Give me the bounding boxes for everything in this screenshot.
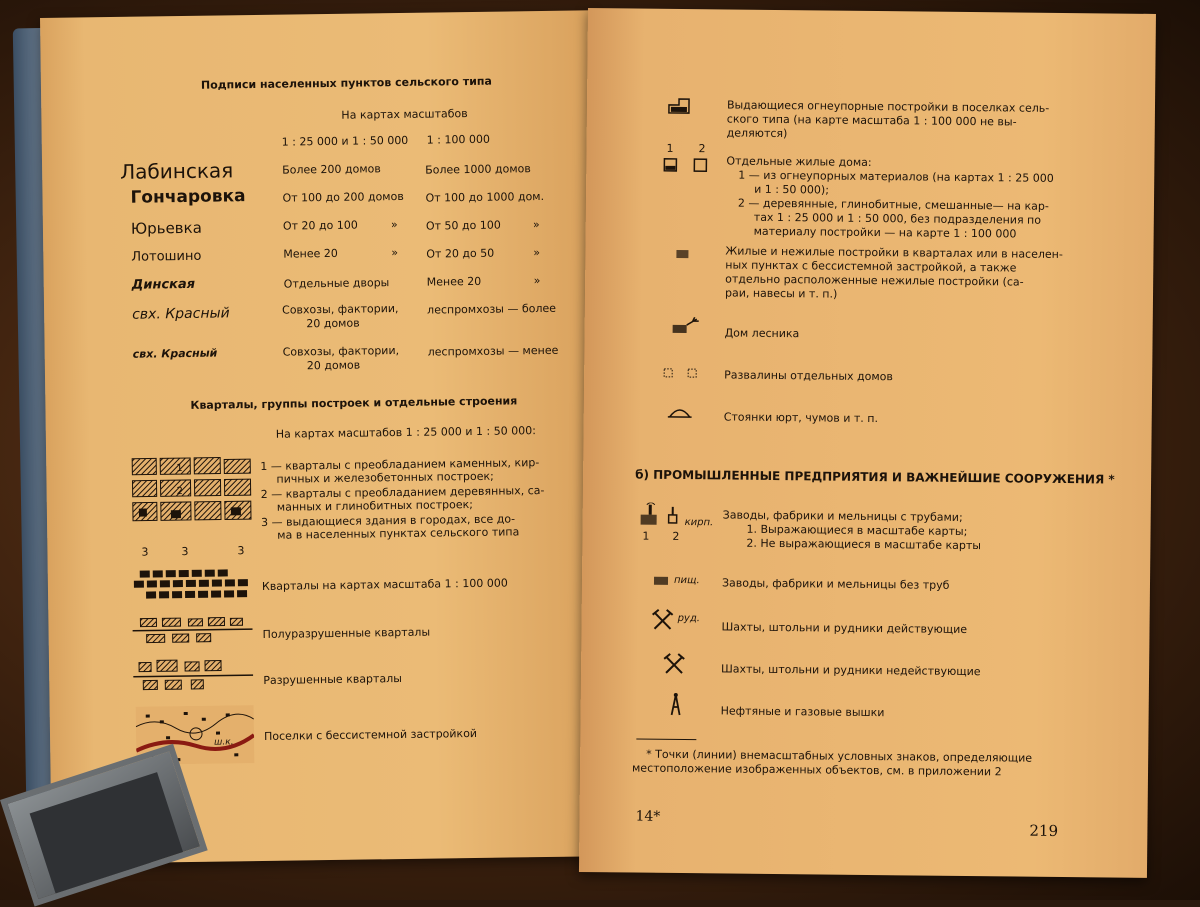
ditto-mark: » — [533, 219, 540, 232]
footnote-text: местоположение изображенных объектов, см. в приложении 2 — [632, 763, 1002, 780]
section-b-title: б) ПРОМЫШЛЕННЫЕ ПРЕДПРИЯТИЯ И ВАЖНЕЙШИЕ СООРУЖЕНИЯ * — [635, 469, 1115, 488]
para-text: материалу постройки — на карте 1 : 100 000 — [754, 226, 1017, 241]
footnote-text: * Точки (линии) внемасштабных условных знаков, определяющие — [646, 749, 1032, 766]
sovhoz-desc: леспромхозы — менее — [428, 345, 559, 359]
ditto-mark: » — [391, 219, 398, 232]
factory-no-pipe-icon — [652, 575, 672, 587]
sovhoz-desc: Совхозы, фактории, — [282, 303, 399, 317]
quarters-100k-icon — [132, 567, 252, 603]
settlement-a: Более 200 домов — [282, 163, 381, 177]
para-text: 1. Выражающиеся в масштабе карты; — [746, 524, 967, 539]
legend-item: Поселки с бессистемной застройкой — [264, 728, 477, 744]
building-block-icon — [675, 249, 689, 259]
legend-item: Шахты, штольни и рудники действующие — [721, 621, 967, 636]
oil-derrick-icon — [669, 693, 683, 717]
settlement-b: От 100 до 1000 дом. — [425, 191, 544, 205]
half-ruined-quarters-icon — [132, 615, 252, 645]
settlement-name: Лабинская — [120, 159, 233, 184]
settlement-name: Лотошино — [131, 250, 201, 266]
map-label: ш.к. — [214, 737, 234, 748]
settlement-b: От 50 до 100 — [426, 220, 501, 234]
ditto-mark: » — [534, 275, 541, 288]
col-header-25-50: 1 : 25 000 и 1 : 50 000 — [282, 135, 409, 149]
section2-sub: На картах масштабов 1 : 25 000 и 1 : 50 000: — [276, 425, 536, 441]
quarters-text: манных и глинобитных построек; — [277, 499, 473, 514]
signature-mark: 14* — [635, 809, 660, 825]
settlement-b: Менее 20 — [427, 276, 482, 289]
para-text: 1 — из огнеупорных материалов (на картах 1 : 25 000 — [738, 170, 1054, 186]
ditto-mark: » — [533, 247, 540, 260]
ruined-quarters-icon — [133, 657, 253, 693]
forester-house-icon — [671, 317, 701, 335]
para-text: 2 — деревянные, глинобитные, смешанные— на кар- — [738, 198, 1049, 214]
sovhoz-name: свх. Красный — [133, 348, 218, 362]
quarters-text: 1 — кварталы с преобладанием каменных, кир- — [260, 457, 539, 474]
section2-title: Кварталы, группы построек и отдельные строения — [190, 395, 517, 412]
legend-label: 1 — [176, 463, 183, 475]
left-title: Подписи населенных пунктов сельского типа — [201, 76, 492, 93]
sovhoz-name: свх. Красный — [132, 305, 230, 322]
legend-item: Кварталы на картах масштаба 1 : 100 000 — [262, 578, 508, 594]
quarters-text: 3 — выдающиеся здания в городах, все до- — [261, 513, 515, 529]
factory-with-pipe-icon — [639, 503, 687, 530]
factory-label: кирп. — [685, 517, 714, 529]
legend-item: Дом лесника — [725, 327, 800, 340]
footnote-rule — [636, 739, 696, 741]
para-text: Заводы, фабрики и мельницы с трубами; — [723, 509, 963, 524]
settlement-a: От 20 до 100 — [283, 220, 358, 234]
legend-item: Развалины отдельных домов — [724, 369, 893, 383]
settlement-b: От 20 до 50 — [426, 248, 494, 262]
settlement-a: Менее 20 — [283, 248, 338, 261]
single-house-icon — [662, 157, 712, 174]
para-text: ных пунктах с бессистемной застройкой, а также — [725, 259, 1016, 275]
left-page — [40, 10, 604, 864]
settlement-a: Отдельные дворы — [284, 277, 390, 291]
quarters-text: пичных и железобетонных построек; — [276, 471, 494, 487]
para-text: раи, навесы и т. п.) — [725, 287, 837, 301]
legend-label: 3 — [181, 546, 188, 559]
yurt-camp-icon — [668, 405, 692, 419]
quarters-text: ма в населенных пунктах сельского типа — [277, 526, 519, 542]
legend-item: Нефтяные и газовые вышки — [721, 705, 885, 719]
para-text: тах 1 : 25 000 и 1 : 50 000, без подразделения по — [754, 212, 1041, 228]
quarters-text: 2 — кварталы с преобладанием деревянных, са- — [261, 485, 545, 502]
no-pipe-label: пищ. — [674, 575, 700, 587]
sovhoz-desc: 20 домов — [306, 318, 360, 331]
legend-label: 1 — [666, 143, 673, 156]
quarters-symbol-icon — [130, 455, 256, 545]
right-page — [579, 8, 1156, 878]
para-text: 2. Не выражающиеся в масштабе карты — [746, 538, 981, 553]
legend-item: Стоянки юрт, чумов и т. п. — [724, 411, 878, 425]
col-header-100: 1 : 100 000 — [427, 134, 490, 148]
legend-label: 3 — [237, 545, 244, 558]
active-mine-icon — [651, 609, 673, 631]
legend-item: Шахты, штольни и рудники недействующие — [721, 663, 981, 678]
scales-header: На картах масштабов — [341, 108, 467, 122]
settlement-name: Юрьевка — [131, 220, 202, 238]
legend-label: 2 — [177, 486, 184, 498]
mine-label: руд. — [678, 613, 700, 625]
legend-label: 3 — [141, 547, 148, 560]
house-ruins-icon — [662, 367, 702, 379]
legend-label: 2 — [698, 143, 705, 156]
sovhoz-desc: Совхозы, фактории, — [283, 345, 400, 359]
ditto-mark: » — [391, 247, 398, 260]
settlement-a: От 100 до 200 домов — [282, 191, 403, 205]
para-text: ского типа (на карте масштаба 1 : 100 000 не вы- — [727, 113, 1017, 129]
metal-tray-inner — [30, 772, 183, 893]
legend-label: 2 — [672, 531, 679, 544]
sovhoz-desc: 20 домов — [307, 360, 361, 373]
para-text: деляются) — [727, 127, 788, 140]
legend-item: Заводы, фабрики и мельницы без труб — [722, 577, 950, 592]
para-text: отдельно расположенные нежилые постройки (са- — [725, 273, 1024, 289]
para-text: Жилые и нежилые постройки в кварталах или в населен- — [725, 245, 1063, 261]
legend-item: Полуразрушенные кварталы — [263, 627, 431, 642]
settlement-name: Динская — [132, 278, 196, 294]
legend-item: Разрушенные кварталы — [263, 673, 402, 688]
para-text: Выдающиеся огнеупорные постройки в поселках сель- — [727, 99, 1049, 115]
legend-label: 1 — [642, 531, 649, 544]
para-text: и 1 : 50 000); — [754, 184, 829, 197]
fireproof-building-icon — [667, 97, 693, 115]
page-number: 219 — [1029, 823, 1058, 841]
inactive-mine-icon — [663, 653, 685, 675]
settlement-b: Более 1000 домов — [425, 163, 531, 177]
sovhoz-desc: леспромхозы — более — [427, 303, 556, 317]
para-text: Отдельные жилые дома: — [726, 155, 871, 169]
settlement-name: Гончаровка — [130, 187, 245, 208]
